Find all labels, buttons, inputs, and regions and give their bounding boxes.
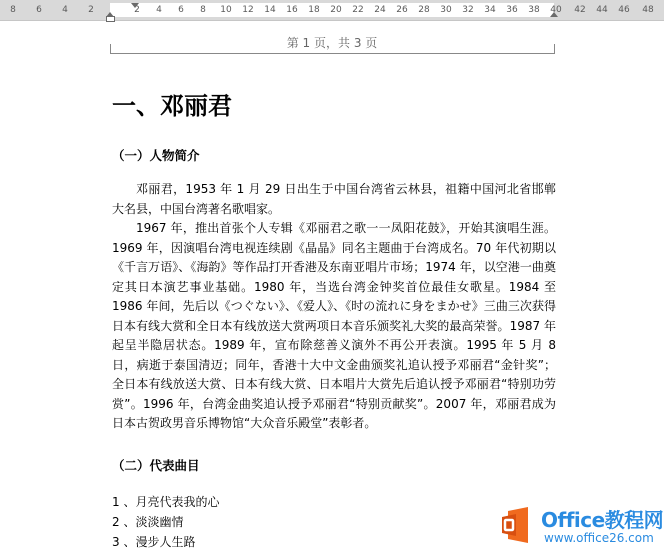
list-item: 2 、淡淡幽情 (112, 514, 184, 529)
ruler-number: 48 (642, 5, 654, 15)
document-title: 一、邓丽君 (112, 91, 232, 120)
ruler-number: 18 (308, 5, 320, 15)
ruler-number: 26 (396, 5, 408, 15)
ruler-number: 20 (330, 5, 342, 15)
ruler-number: 12 (242, 5, 254, 15)
ruler-number: 2 (134, 5, 140, 15)
ruler-number: 2 (88, 5, 94, 15)
watermark-url: www.office26.com (544, 531, 654, 545)
ruler-number: 40 (550, 5, 562, 15)
ruler-number: 44 (596, 5, 608, 15)
ruler-number: 30 (440, 5, 452, 15)
list-item: 1 、月亮代表我的心 (112, 494, 220, 509)
paragraph-birth: 邓丽君，1953 年 1 月 29 日出生于中国台湾省云林县，祖籍中国河北省邯郸大名县，中国台湾著名歌唱家。 (112, 182, 556, 216)
first-line-indent-marker[interactable] (131, 3, 139, 8)
ruler-number: 10 (220, 5, 232, 15)
ruler-number: 4 (156, 5, 162, 15)
header-margin-mark-left (110, 44, 111, 54)
ruler-number: 42 (574, 5, 586, 15)
header-divider (110, 53, 554, 54)
right-indent-marker[interactable] (550, 12, 558, 17)
ruler-number: 34 (484, 5, 496, 15)
list-item: 3 、漫步人生路 (112, 534, 196, 549)
paragraph-career: 1967 年，推出首张个人专辑《邓丽君之歌一一凤阳花鼓》，开始其演唱生涯。1969 年，因演唱台湾电视连续剧《晶晶》同名主题曲于台湾成名。70 年代初期以《千言万语》、《海韵》等作品打开香港及东南亚唱片市场；1974 年，以空港一曲奠定其日本演艺事业基础。1980 年，当选台湾金钟奖首位最佳女歌星。1984 至 1986 年间，先后以《つぐない》、《爱人》、《时の流れに身をまかせ》三曲三次获得日本有线大赏和全日本有线放送大赏两项日本音乐颁奖礼大奖的最高荣誉。1987 年起呈半隐居状态。1989 年，宣布除慈善义演外不再公开表演。1995 年 5 月 8 日，病逝于泰国清迈；同年，香港十大中文金曲颁奖礼追认授予邓丽君“金针奖”；全日本有线放送大赏、日本有线大赏、日本唱片大赏先后追认授予邓丽君“特别功劳赏”。1996 年，台湾金曲奖追认授予邓丽君“特别贡献奖”。2007 年，邓丽君成为日本古贺政男音乐博物馆“大众音乐殿堂”表彰者。 (112, 221, 556, 430)
ruler-number: 14 (264, 5, 276, 15)
ruler-number: 36 (506, 5, 518, 15)
ruler-number: 6 (36, 5, 42, 15)
left-indent-marker[interactable] (106, 16, 115, 22)
ruler-number: 28 (418, 5, 430, 15)
watermark-title: Office教程网 (541, 508, 664, 532)
header-margin-mark-right (554, 44, 555, 54)
section-heading-songs: （二）代表曲目 (112, 457, 200, 473)
ruler-number: 4 (62, 5, 68, 15)
ruler-number: 46 (618, 5, 630, 15)
office-logo-icon (498, 505, 538, 545)
page-indicator: 第 1 页，共 3 页 (286, 36, 378, 50)
document-body[interactable] (112, 86, 556, 552)
ruler-number: 6 (178, 5, 184, 15)
ruler-number: 16 (286, 5, 298, 15)
ruler-number: 8 (200, 5, 206, 15)
ruler-number: 32 (462, 5, 474, 15)
ruler-number: 8 (10, 5, 16, 15)
horizontal-ruler[interactable] (0, 0, 664, 21)
ruler-number: 24 (374, 5, 386, 15)
ruler-number: 38 (528, 5, 540, 15)
section-heading-profile: （一）人物简介 (112, 148, 200, 163)
watermark (498, 501, 664, 553)
ruler-number: 22 (352, 5, 364, 15)
